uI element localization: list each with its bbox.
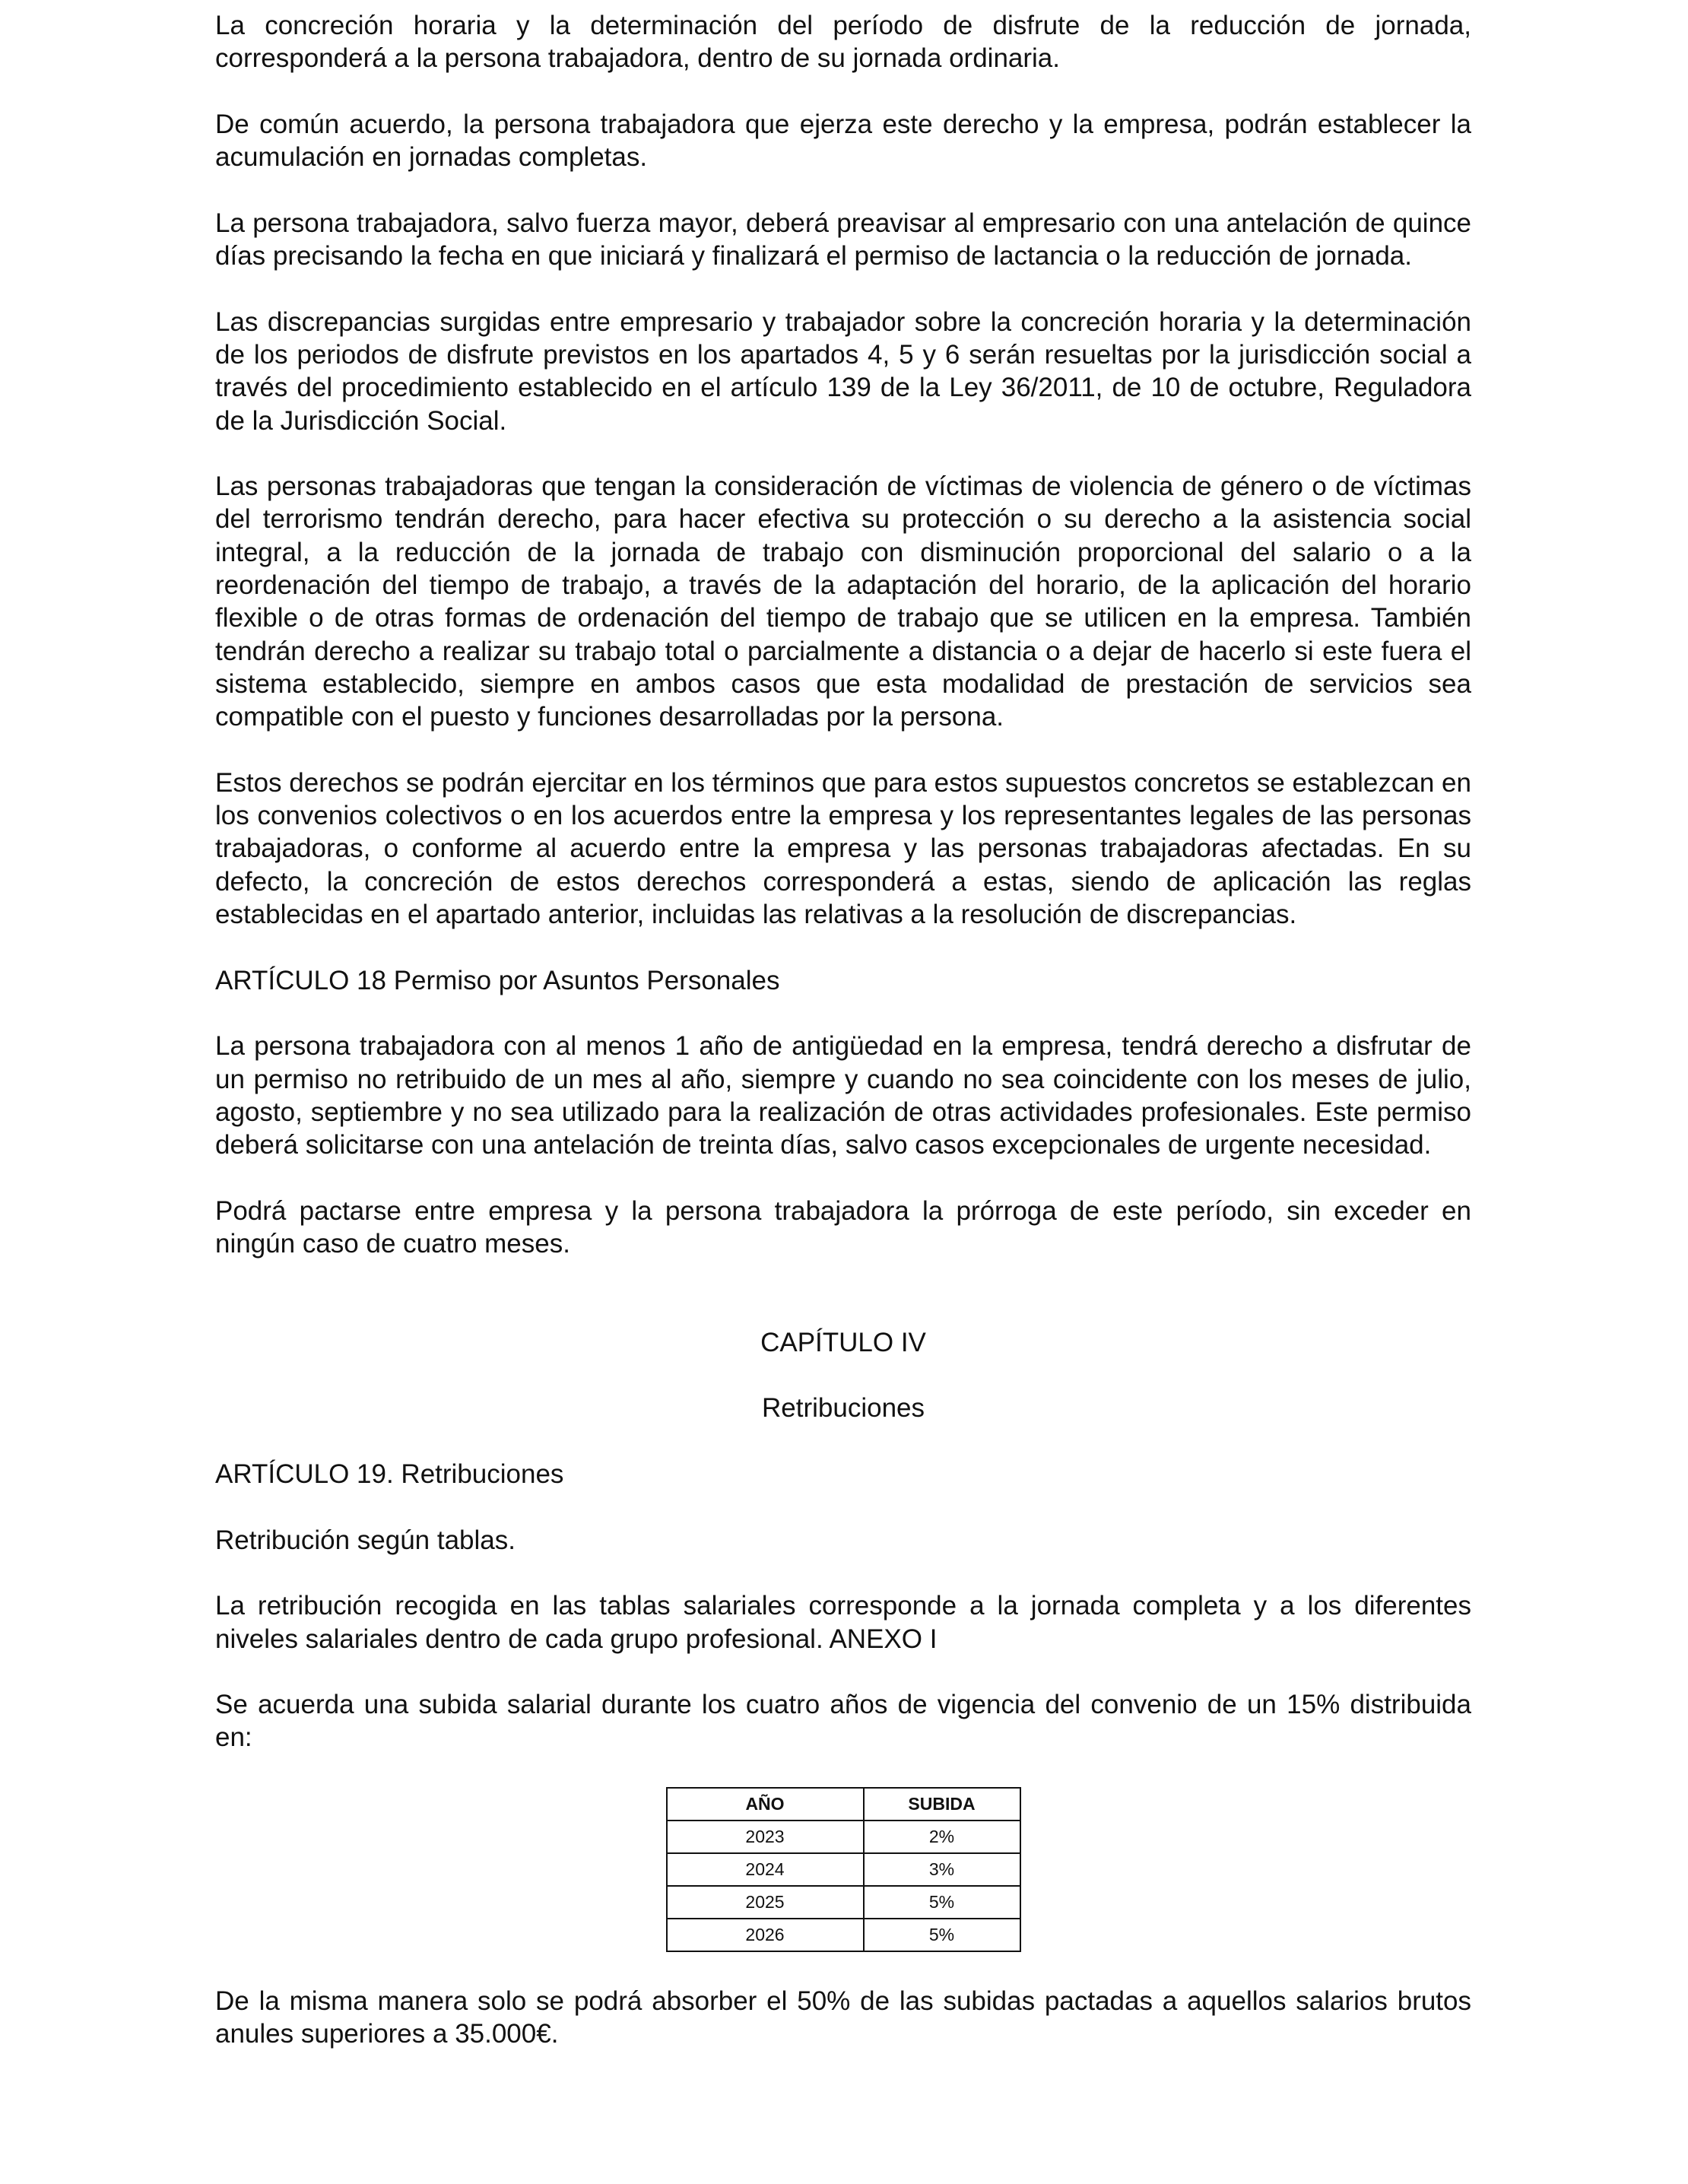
year-cell: 2024 bbox=[667, 1853, 864, 1886]
year-cell: 2026 bbox=[667, 1919, 864, 1951]
paragraph: Las personas trabajadoras que tengan la consideración de víctimas de violencia de género o de víctimas del terrorismo tendrán derecho, para hacer efectiva su protección o su derecho a la asistencia social integral, a la reducción de la jornada de trabajo con disminución proporcional del salario o a la reordenación del tiempo de trabajo, a través de la adaptación del horario, de la aplicación del horario flexible o de otras formas de ordenación del tiempo de trabajo que se utilicen en la empresa. También tendrán derecho a realizar su trabajo total o parcialmente a distancia o a dejar de hacerlo si este fuera el sistema establecido, siempre en ambos casos que esta modalidad de prestación de servicios sea compatible con el puesto y funciones desarrolladas por la persona. bbox=[215, 471, 1471, 732]
paragraph: Se acuerda una subida salarial durante los cuatro años de vigencia del convenio de un 15% distribuida en: bbox=[215, 1690, 1471, 1753]
paragraph: Retribución según tablas. bbox=[215, 1525, 516, 1555]
chapter-title: CAPÍTULO IV bbox=[760, 1327, 926, 1357]
raise-cell: 3% bbox=[864, 1853, 1020, 1886]
chapter-subtitle: Retribuciones bbox=[762, 1393, 925, 1424]
raise-cell: 5% bbox=[864, 1919, 1020, 1951]
table-row bbox=[667, 1821, 1020, 1853]
paragraph: La concreción horaria y la determinación del período de disfrute de la reducción de jornada, corresponderá a la persona trabajadora, dentro de su jornada ordinaria. bbox=[215, 11, 1471, 74]
table-row bbox=[667, 1886, 1020, 1919]
paragraph: Las discrepancias surgidas entre empresario y trabajador sobre la concreción horaria y la determinación de los periodos de disfrute previstos en los apartados 4, 5 y 6 serán resueltas por la jurisdicción social a través del procedimiento establecido en el artículo 139 de la Ley 36/2011, de 10 de octubre, Reguladora de la Jurisdicción Social. bbox=[215, 306, 1471, 436]
column-header-raise: SUBIDA bbox=[864, 1788, 1020, 1821]
raise-cell: 5% bbox=[864, 1886, 1020, 1919]
article-19-heading: ARTÍCULO 19. Retribuciones bbox=[215, 1459, 564, 1490]
column-header-year: AÑO bbox=[667, 1788, 864, 1821]
document-body bbox=[215, 9, 1471, 2084]
table-row bbox=[667, 1853, 1020, 1886]
paragraph: Estos derechos se podrán ejercitar en los términos que para estos supuestos concretos se establezcan en los convenios colectivos o en los acuerdos entre la empresa y los representantes legales de las personas trabajadoras, o conforme al acuerdo entre la empresa y las personas trabajadoras afectadas. En su defecto, la concreción de estos derechos corresponderá a estas, siendo de aplicación las reglas establecidas en el apartado anterior, incluidas las relativas a la resolución de discrepancias. bbox=[215, 767, 1471, 930]
paragraph: La persona trabajadora con al menos 1 año de antigüedad en la empresa, tendrá derecho a disfrutar de un permiso no retribuido de un mes al año, siempre y cuando no sea coincidente con los meses de julio, agosto, septiembre y no sea utilizado para la realización de otras actividades profesionales. Este permiso deberá solicitarse con una antelación de treinta días, salvo casos excepcionales de urgente necesidad. bbox=[215, 1031, 1471, 1160]
table-header-row bbox=[667, 1788, 1020, 1821]
paragraph: Podrá pactarse entre empresa y la persona trabajadora la prórroga de este período, sin exceder en ningún caso de cuatro meses. bbox=[215, 1195, 1471, 1259]
table-row bbox=[667, 1919, 1020, 1951]
salary-raise-table bbox=[666, 1787, 1021, 1952]
article-18-heading: ARTÍCULO 18 Permiso por Asuntos Personales bbox=[215, 965, 780, 995]
paragraph: De la misma manera solo se podrá absorber el 50% de las subidas pactadas a aquellos salarios brutos anules superiores a 35.000€. bbox=[215, 1986, 1471, 2049]
paragraph: De común acuerdo, la persona trabajadora que ejerza este derecho y la empresa, podrán establecer la acumulación en jornadas completas. bbox=[215, 109, 1471, 173]
year-cell: 2023 bbox=[667, 1821, 864, 1853]
year-cell: 2025 bbox=[667, 1886, 864, 1919]
paragraph: La retribución recogida en las tablas salariales corresponde a la jornada completa y a los diferentes niveles salariales dentro de cada grupo profesional. ANEXO I bbox=[215, 1591, 1471, 1654]
paragraph: La persona trabajadora, salvo fuerza mayor, deberá preavisar al empresario con una antelación de quince días precisando la fecha en que iniciará y finalizará el permiso de lactancia o la reducción de jornada. bbox=[215, 208, 1471, 271]
raise-cell: 2% bbox=[864, 1821, 1020, 1853]
